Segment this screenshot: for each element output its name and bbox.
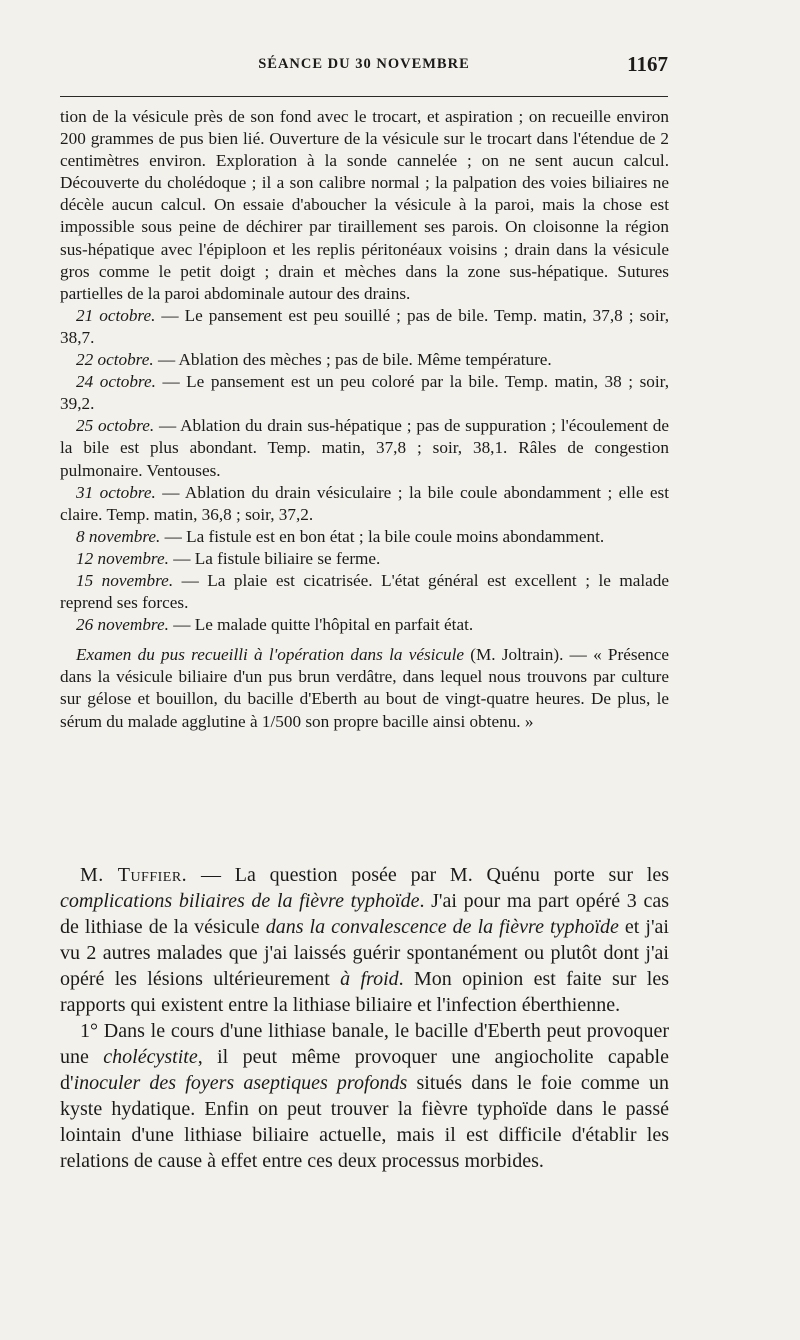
entry-date: 21 octobre.: [76, 305, 156, 325]
text-run: 1° Dans le cours d'une lithiase banale, le bacille d'Eberth peut provoquer une: [60, 1020, 669, 1068]
pus-examination-paragraph: [60, 644, 669, 732]
entry-date: 26 novembre.: [76, 615, 169, 635]
entry-date: 12 novembre.: [76, 548, 169, 568]
entry-25-octobre: [60, 415, 669, 481]
page-header: [60, 52, 668, 82]
italic-run: inoculer des foyers aseptiques profonds: [73, 1072, 408, 1094]
speaker-name: M. Tuffier.: [80, 864, 188, 886]
italic-run: cholécystite: [103, 1046, 198, 1068]
italic-run: complications biliaires de la fièvre typhoïde: [60, 890, 420, 912]
running-head: SÉANCE DU 30 NOVEMBRE: [258, 56, 470, 72]
entry-26-novembre: [60, 614, 669, 636]
entry-31-octobre: [60, 482, 669, 526]
case-report: [60, 106, 669, 733]
entry-21-octobre: [60, 305, 669, 349]
entry-12-novembre: [60, 548, 669, 570]
examen-title: Examen du pus recueilli à l'opération dans la vésicule: [76, 645, 465, 665]
operation-paragraph: tion de la vésicule près de son fond avec le trocart, et aspiration ; on recueille environ 200 grammes de pus bien lié. Ouverture de la vésicule sur le trocart dans l'étendue de 2 centimètres environ. Exploration à la sonde cannelée ; on ne sent aucun calcul. Découverte du cholédoque ; il a son calibre normal ; la palpation des voies biliaires ne décèle aucun calcul. On essaie d'aboucher la vésicule à la paroi, mais la chose est impossible sous peine de déchirer par tiraillement ses parois. On cloisonne la région sus-hépatique avec l'épiploon et les replis péritonéaux voisins ; drain dans la vésicule gros comme le petit doigt ; drain et mèches dans la zone sus-hépatique. Sutures partielles de la paroi abdominale autour des drains.: [60, 107, 669, 303]
text-run: . Mon opinion est faite sur les rapports qui existent entre la lithiase biliaire et l'infection éberthienne.: [60, 968, 669, 1016]
entry-date: 22 octobre.: [76, 350, 154, 370]
entry-22-octobre: [60, 349, 669, 371]
text-run: et j'ai vu 2 autres malades que j'ai laissés guérir spontanément ou plutôt dont j'ai opéré les lésions ultérieurement: [60, 916, 669, 990]
entry-text: — Le pansement est un peu coloré par la bile. Temp. matin, 38 ; soir, 39,2.: [60, 372, 669, 414]
entry-text: — Ablation des mèches ; pas de bile. Même température.: [153, 350, 552, 370]
entry-text: — La fistule est en bon état ; la bile coule moins abondamment.: [160, 526, 605, 546]
entry-15-novembre: [60, 570, 669, 614]
entry-24-octobre: [60, 371, 669, 415]
entry-text: — Le pansement est peu souillé ; pas de bile. Temp. matin, 37,8 ; soir, 38,7.: [60, 305, 669, 347]
entry-text: — La plaie est cicatrisée. L'état général est excellent ; le malade reprend ses forces.: [60, 570, 669, 613]
tuffier-paragraph-1: [60, 862, 669, 1018]
entry-text: — Ablation du drain sus-hépatique ; pas de suppuration ; l'écoulement de la bile est plus abondant. Temp. matin, 37,8 ; soir, 38,1. Râles de congestion pulmonaire. Ventouses.: [60, 416, 669, 480]
header-rule: [60, 96, 668, 97]
examen-text: (M. Joltrain). — « Présence dans la vésicule biliaire d'un pus brun verdâtre, dans lequel nous trouvons par culture sur gélose et bouillon, du bacille d'Eberth au bout de vingt-quatre heures. De plus, le sérum du malade agglutine à 1/500 son propre bacille ainsi obtenu. »: [60, 645, 669, 731]
text-run: . J'ai pour ma part opéré 3 cas de lithiase de la vésicule: [60, 890, 669, 938]
entry-text: — La fistule biliaire se ferme.: [168, 548, 381, 568]
text-run: situés dans le foie comme un kyste hydatique. Enfin on peut trouver la fièvre typhoïde dans le passé lointain d'une lithiase biliaire actuelle, mais il est difficile d'établir les relations de cause à effet entre ces deux processus morbides.: [60, 1072, 669, 1172]
entry-date: 31 octobre.: [76, 482, 156, 502]
text-run: — La question posée par M. Quénu porte sur les: [187, 864, 669, 886]
italic-run: à froid: [340, 968, 399, 990]
entry-text: — Ablation du drain vésiculaire ; la bile coule abondamment ; elle est claire. Temp. matin, 36,8 ; soir, 37,2.: [60, 482, 669, 524]
entry-date: 8 novembre.: [76, 526, 161, 546]
tuffier-paragraph-2: [60, 1018, 669, 1174]
entry-date: 24 octobre.: [76, 372, 156, 392]
entry-8-novembre: [60, 526, 669, 548]
italic-run: dans la convalescence de la fièvre typhoïde: [265, 916, 619, 938]
entry-date: 25 octobre.: [76, 416, 155, 436]
tuffier-discussion: [60, 862, 669, 1174]
page-number: 1167: [627, 52, 668, 76]
entry-date: 15 novembre.: [76, 570, 174, 590]
entry-text: — Le malade quitte l'hôpital en parfait état.: [168, 615, 474, 635]
text-run: , il peut même provoquer une angiocholite capable d': [60, 1046, 669, 1094]
